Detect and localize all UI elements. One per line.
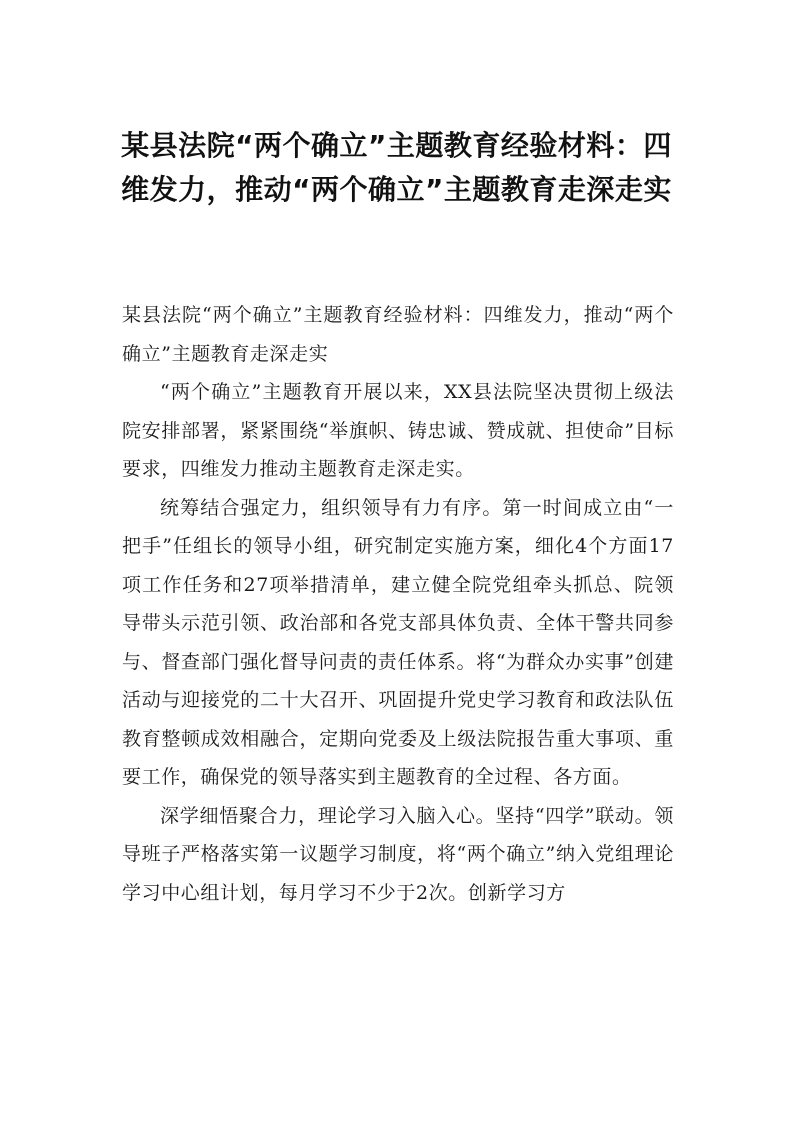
document-title: 某县法院“两个确立”主题教育经验材料：四维发力，推动“两个确立”主题教育走深走实 bbox=[121, 129, 672, 206]
paragraph-intro: “两个确立”主题教育开展以来，XX县法院坚决贯彻上级法院安排部署，紧紧围绕“举旗帜、铸忠诚、赞成就、担使命”目标要求，四维发力推动主题教育走深走实。 bbox=[122, 381, 674, 480]
document-body bbox=[122, 296, 674, 912]
paragraph-heading-repeat: 某县法院“两个确立”主题教育经验材料：四维发力，推动“两个确立”主题教育走深走实 bbox=[122, 304, 674, 365]
paragraph-study: 深学细悟聚合力，理论学习入脑入心。坚持“四学”联动。领导班子严格落实第一议题学习制度，将“两个确立”纳入党组理论学习中心组计划，每月学习不少于2次。创新学习方 bbox=[122, 804, 674, 904]
paragraph-organization: 统筹结合强定力，组织领导有力有序。第一时间成立由“一把手”任组长的领导小组，研究制定实施方案，细化4个方面17项工作任务和27项举措清单，建立健全院党组牵头抓总、院领导带头示范引领、政治部和各党支部具体负责、全体干警共同参与、督查部门强化督导问责的责任体系。将“为群众办实事”创建活动与迎接党的二十大召开、巩固提升党史学习教育和政法队伍教育整顿成效相融合，定期向党委及上级法院报告重大事项、重要工作，确保党的领导落实到主题教育的全过程、各方面。 bbox=[122, 496, 674, 788]
